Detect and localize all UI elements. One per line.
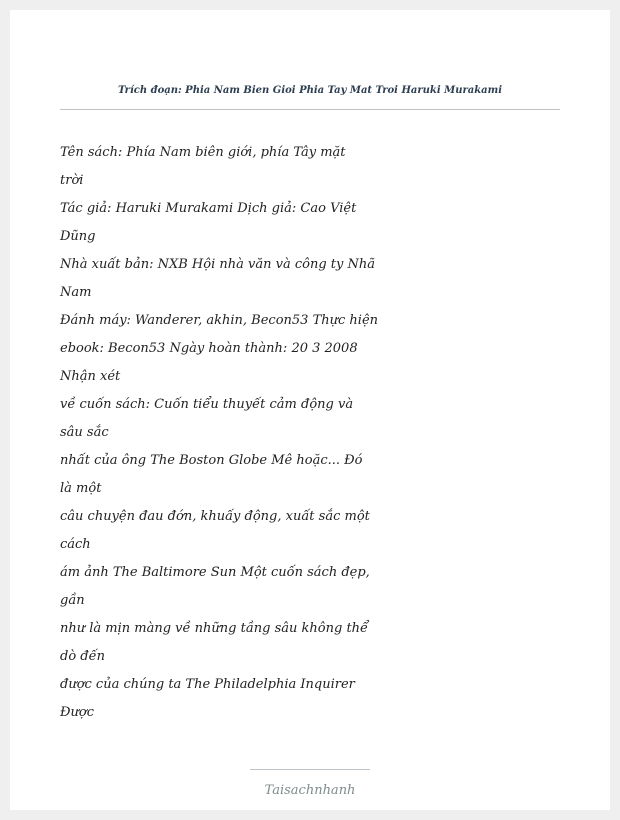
footer-site-name: Taisachnhanh: [264, 783, 356, 798]
text-line: Nhận xét: [60, 369, 121, 384]
title-divider: [60, 109, 560, 110]
text-line: về cuốn sách: Cuốn tiểu thuyết cảm động và: [60, 397, 354, 412]
text-line: gần: [60, 593, 85, 608]
text-line: Dũng: [60, 229, 96, 244]
text-line: Được: [60, 705, 94, 720]
document-body: [60, 139, 400, 727]
text-line: dò đến: [60, 649, 105, 664]
text-line: ebook: Becon53 Ngày hoàn thành: 20 3 2008: [60, 341, 358, 356]
text-line: như là mịn màng về những tầng sâu không thể: [60, 621, 369, 636]
text-line: Nhà xuất bản: NXB Hội nhà văn và công ty Nhã: [60, 257, 375, 272]
text-line: là một: [60, 481, 102, 496]
text-line: cách: [60, 537, 91, 552]
document-title: Trích đoạn: Phia Nam Bien Gioi Phia Tay Mat Troi Haruki Murakami: [117, 85, 503, 96]
text-line: Đánh máy: Wanderer, akhin, Becon53 Thực hiện: [60, 313, 379, 328]
text-line: Tên sách: Phía Nam biên giới, phía Tây mặt: [60, 145, 346, 160]
text-line: Tác giả: Haruki Murakami Dịch giả: Cao Việt: [60, 201, 357, 216]
text-line: câu chuyện đau đớn, khuấy động, xuất sắc một: [60, 509, 370, 524]
text-line: Nam: [60, 285, 92, 300]
text-line: sâu sắc: [60, 425, 109, 440]
text-line: ám ảnh The Baltimore Sun Một cuốn sách đẹp,: [60, 565, 370, 580]
text-line: trời: [60, 173, 84, 188]
document-page: [10, 10, 610, 810]
footer-divider: [250, 769, 370, 770]
text-line: nhất của ông The Boston Globe Mê hoặc... Đó: [60, 453, 363, 468]
text-line: được của chúng ta The Philadelphia Inquirer: [60, 677, 355, 692]
